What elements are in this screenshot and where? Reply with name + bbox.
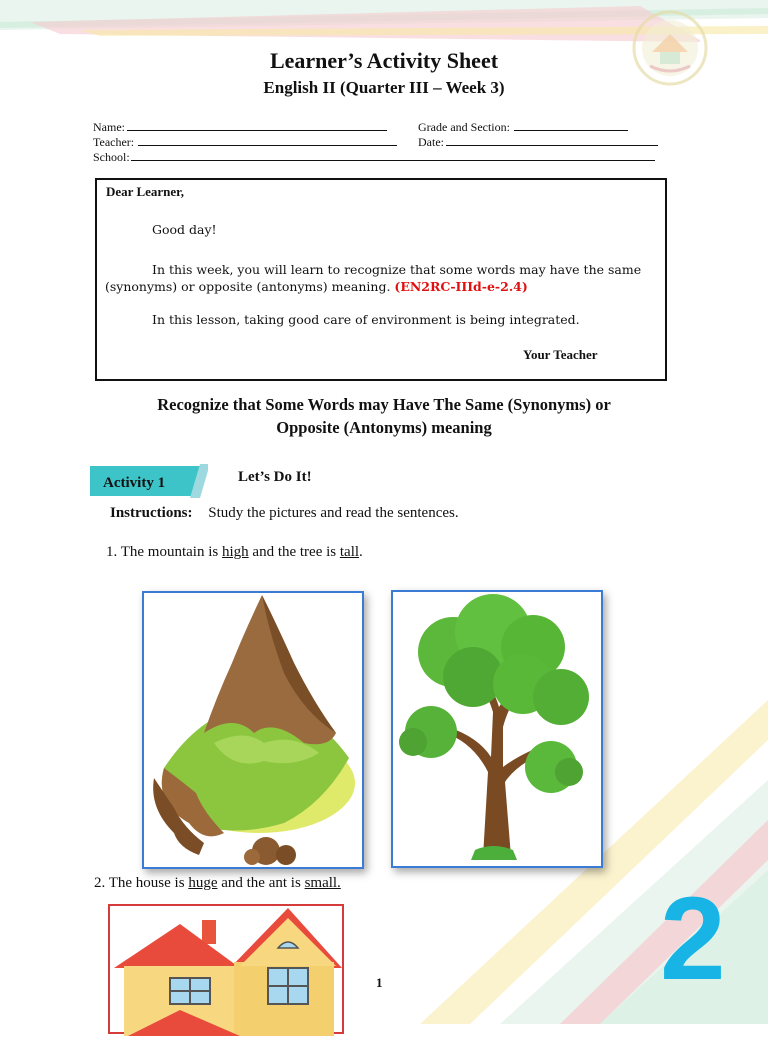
lesson-title — [60, 393, 708, 439]
page-subtitle: English II (Quarter III – Week 3) — [263, 78, 505, 97]
teacher-field[interactable] — [93, 134, 397, 150]
house-picture-frame — [108, 904, 344, 1034]
instructions-text: Study the pictures and read the sentences. — [208, 505, 459, 521]
page-title: Learner’s Activity Sheet — [269, 48, 499, 73]
letter-paragraph-2: In this lesson, taking good care of environment is being integrated. — [152, 312, 580, 327]
page-number: 1 — [376, 975, 383, 990]
instructions — [110, 505, 459, 522]
letter-salutation: Dear Learner, — [106, 184, 184, 199]
letter-para1-text: In this week, you will learn to recognize that some words may have the same (synonyms) or opposite (antonyms) meaning. — [105, 262, 642, 294]
mountain-picture-frame — [142, 591, 364, 869]
lesson-title-line-2: Opposite (Antonyms) meaning — [276, 418, 492, 437]
underlined-word: huge — [188, 875, 218, 891]
underlined-word: small. — [304, 875, 341, 891]
underlined-word: high — [221, 544, 249, 560]
name-label: Name: — [93, 120, 125, 134]
competency-code: (EN2RC-IIId-e-2.4) — [394, 279, 528, 294]
item-1-sentence — [106, 544, 363, 561]
item-2-sentence — [94, 875, 341, 892]
instructions-label: Instructions: — [110, 505, 193, 521]
date-field[interactable] — [418, 134, 658, 150]
item-text: and the tree is — [252, 544, 337, 560]
item-text: The house is — [108, 875, 185, 891]
activity-heading: Let’s Do It! — [238, 469, 312, 485]
item-text: and the ant is — [221, 875, 301, 891]
underlined-word: tall — [339, 544, 360, 560]
item-number: 2. — [94, 875, 106, 891]
school-label: School: — [93, 150, 130, 164]
letter-paragraph-1 — [105, 261, 653, 295]
grade-level-badge: 2 — [660, 873, 726, 1005]
grade-section-label: Grade and Section: — [418, 120, 510, 134]
tree-image — [393, 592, 601, 866]
mountain-image — [144, 593, 362, 867]
grade-section-field[interactable] — [418, 119, 628, 135]
letter-greeting: Good day! — [152, 222, 217, 237]
item-text: . — [359, 544, 363, 560]
letter-signature: Your Teacher — [523, 347, 598, 362]
date-label: Date: — [418, 135, 444, 149]
tree-picture-frame — [391, 590, 603, 868]
school-field[interactable] — [93, 149, 655, 165]
teacher-label: Teacher: — [93, 135, 135, 149]
item-number: 1. — [106, 544, 118, 560]
activity-tab-label: Activity 1 — [103, 475, 166, 491]
name-field[interactable] — [93, 119, 387, 135]
house-image — [110, 906, 342, 1036]
item-text: The mountain is — [120, 544, 219, 560]
lesson-title-line-1: Recognize that Some Words may Have The Same (Synonyms) or — [157, 395, 611, 414]
